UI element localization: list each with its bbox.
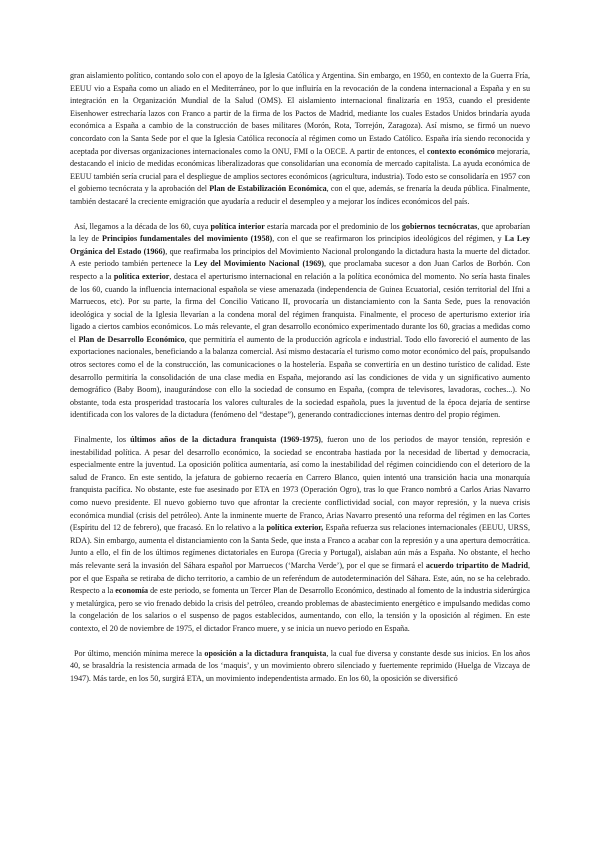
bold-text: contexto económico <box>427 146 495 156</box>
text-run: estaría marcada por el predominio de los <box>264 221 402 231</box>
text-run: Por último, mención mínima merece la <box>74 648 205 658</box>
text-run: de este periodo, se fomenta un Tercer Plan de Desarrollo Económico, destinado al fomento de la industria siderúrgica y metalúrgica, pero se vio frenado debido la crisis del petróleo, creando problemas de abastecimiento energético e impulsando medidas como la congelación de los salarios o el suspenso de pagos establecidos, aumentando, con ello, la tensión y la oposición al régimen. En este contexto, el 20 de noviembre de 1975, el dictador Franco muere, y se inicia un nuevo periodo en España. <box>70 586 530 633</box>
text-run: gran aislamiento político, contando solo con el apoyo de la Iglesia Católica y Argentina. Sin embargo, en 1950, en contexto de la Guerra Fría, EEUU vio a España como un aliado en el Mediterráneo, por lo que influiría en la revocación de la condena internacional a España y en su integración en la Organización Mundial de la Salud (OMS). El aislamiento internacional finalizaría en 1953, cuando el presidente Eisenhower estrecharía lazos con Franco a partir de la firma de los Pactos de Madrid, mediante los cuales Estados Unidos brindaría ayuda económica a España a cambio de la construcción de bases militares (Morón, Rota, Torrejón, Zaragoza). Así mismo, se firmó un nuevo concordato con la Santa Sede por el que la Iglesia Católica reconocía al régimen como un Estado Católico. España iría siendo reconocida y aceptada por diversas organizaciones internacionales como la ONU, FMI o la OECE. A partir de entonces, el <box>70 71 530 156</box>
bold-text: política exterior, <box>266 523 324 533</box>
text-run: , fueron uno de los periodos de mayor tensión, represión e inestabilidad política. A pesar del desarrollo económico, la sociedad se encontraba hastiada por la necesidad de libertad y democracia, especialmente entre la juventud. La oposición política aumentaría, así como la inestabilidad del régimen coincidiendo con el deterioro de la salud de Franco. En este sentido, la jefatura de gobierno recaería en Carrero Blanco, quien intentó una transición hacia una monarquía franquista pacífica. No obstante, este fue asesinado por ETA en 1973 (Operación Ogro), tras lo que Franco nombró a Carlos Arias Navarro como nuevo presidente. El nuevo gobierno tuvo que afrontar la creciente conflictividad social, con mayor represión, y la nueva crisis económica mundial (crisis del petróleo). Ante la inminente muerte de Franco, Arias Navarro presentó una reforma del régimen en las Cortes (Espíritu del 12 de febrero), que fracasó. En lo relativo a la <box>70 435 530 533</box>
bold-text: oposición a la dictadura franquista <box>204 648 327 658</box>
bold-text: Ley del Movimiento Nacional (1969) <box>194 259 325 269</box>
bold-text: La Ley Orgánica del Estado (1966) <box>70 234 530 256</box>
bold-text: Plan de Estabilización Económica <box>209 184 327 194</box>
text-run: mejoraría, destacando el inicio de medidas económicas liberalizadoras que consolidarían una economía de mercado capitalista. La ayuda económica de EEUU también sería crucial para el despliegue de amplios sectores económicos (agricultura, industria). Todo esto se consolidaría en 1957 con el gobierno tecnócrata y la aprobación del <box>70 146 530 194</box>
text-run: , por el que España se retiraba de dicho territorio, a cambio de un referéndum de autodeterminación del Sáhara. Este, aún, no se ha celebrado. Respecto a la <box>70 560 531 596</box>
bold-text: últimos años de la dictadura franquista (1969-1975) <box>130 435 321 445</box>
text-run: , que reafirmaba los principios del Movimiento Nacional prolongando la dictadura hasta la muerte del dictador. A este periodo también pertenece la <box>70 246 530 269</box>
bold-text: política exterior <box>113 271 170 281</box>
bold-text: gobiernos tecnócratas <box>401 221 478 231</box>
text-run: Así, llegamos a la década de los 60, cuya <box>74 221 211 231</box>
paragraph <box>70 648 530 686</box>
bold-text: Plan de Desarrollo Económico <box>78 334 185 344</box>
bold-text: Principios fundamentales del movimiento (1958) <box>102 234 273 244</box>
bold-text: economía <box>115 586 149 596</box>
paragraph <box>70 70 530 209</box>
paragraph <box>70 434 530 636</box>
text-run: , con el que, además, se frenaría la deuda pública. Finalmente, también destacaré la creciente emigración que ayudaría a reducir el desempleo y a mejorar los índices económicos del país. <box>70 184 530 206</box>
bold-text: acuerdo tripartito de Madrid <box>425 560 528 570</box>
bold-text: política interior <box>210 221 265 231</box>
text-run: , que permitiría el aumento de la producción agrícola e industrial. Todo ello favoreció el aumento de las exportaciones nacionales, beneficiando a la balanza comercial. Así mismo destacaría el turismo como motor económico del país, propulsando otros sectores como el de la construcción, las comunicaciones o la hostelería. España se convertiría en un destino turístico de calidad. Este desarrollo permitiría la consolidación de una clase media en España, mejorando así las condiciones de vida y un significativo aumento demográfico (Baby Boom), inaugurándose con ello la sociedad de consumo en España, (compra de televisores, lavadoras, coches...). No obstante, toda esta prosperidad trastocaría los valores culturales de la sociedad española, pues la juventud de la época dejaría de sentirse identificada con los valores de la dictadura (fenómeno del “destape”), generando contradicciones internas dentro del propio régimen. <box>70 334 530 420</box>
text-run: , destaca el aperturismo internacional en relación a la política económica del momento. No sería hasta finales de los 60, cuando la influencia internacional española se viese amenazada (independencia de Guinea Ecuatorial, cesión territorial del Ifni a Marruecos, etc). Por su parte, la firma del Concilio Vaticano II, provocaría un distanciamiento con la Santa Sede, pues la renovación ideológica y social de la Iglesia llevarían a la condena moral del régimen franquista. Finalmente, el proceso de aperturismo exterior iría ligado a ciertos cambios económicos. Lo más relevante, el gran desarrollo económico experimentado durante los 60, gracias a medidas como el <box>70 271 531 344</box>
paragraph <box>70 221 530 423</box>
text-run: , que proclamaba sucesor a don Juan Carlos de Borbón. Con respecto a la <box>70 259 530 281</box>
text-run: , con el que se reafirmaron los principios ideológicos del régimen, y <box>272 234 505 244</box>
text-run: España refuerza sus relaciones internacionales (EEUU, URSS, RDA). Sin embargo, aumenta el distanciamiento con la Santa Sede, que insta a Franco a acabar con la represión y a una apertura democrática. Junto a ello, el fin de los últimos regímenes dictatoriales en Europa (Grecia y Portugal), aislaban aún más a España. No obstante, el hecho más relevante será la invasión del Sáhara español por Marruecos (‘Marcha Verde’), por el que se firmará el <box>70 523 531 570</box>
text-run: , que aprobarían la ley de <box>70 221 531 244</box>
text-run: , la cual fue diversa y constante desde sus inicios. En los años 40, se brasaldría la resistencia armada de los ‘maquis’, y un movimiento obrero silenciado y fuertemente reprimido (Huelga de Vizcaya de 1947). Más tarde, en los 50, surgirá ETA, un movimiento independentista armado. En los 60, la oposición se diversificó <box>70 648 531 683</box>
text-run: Finalmente, los <box>74 435 131 445</box>
